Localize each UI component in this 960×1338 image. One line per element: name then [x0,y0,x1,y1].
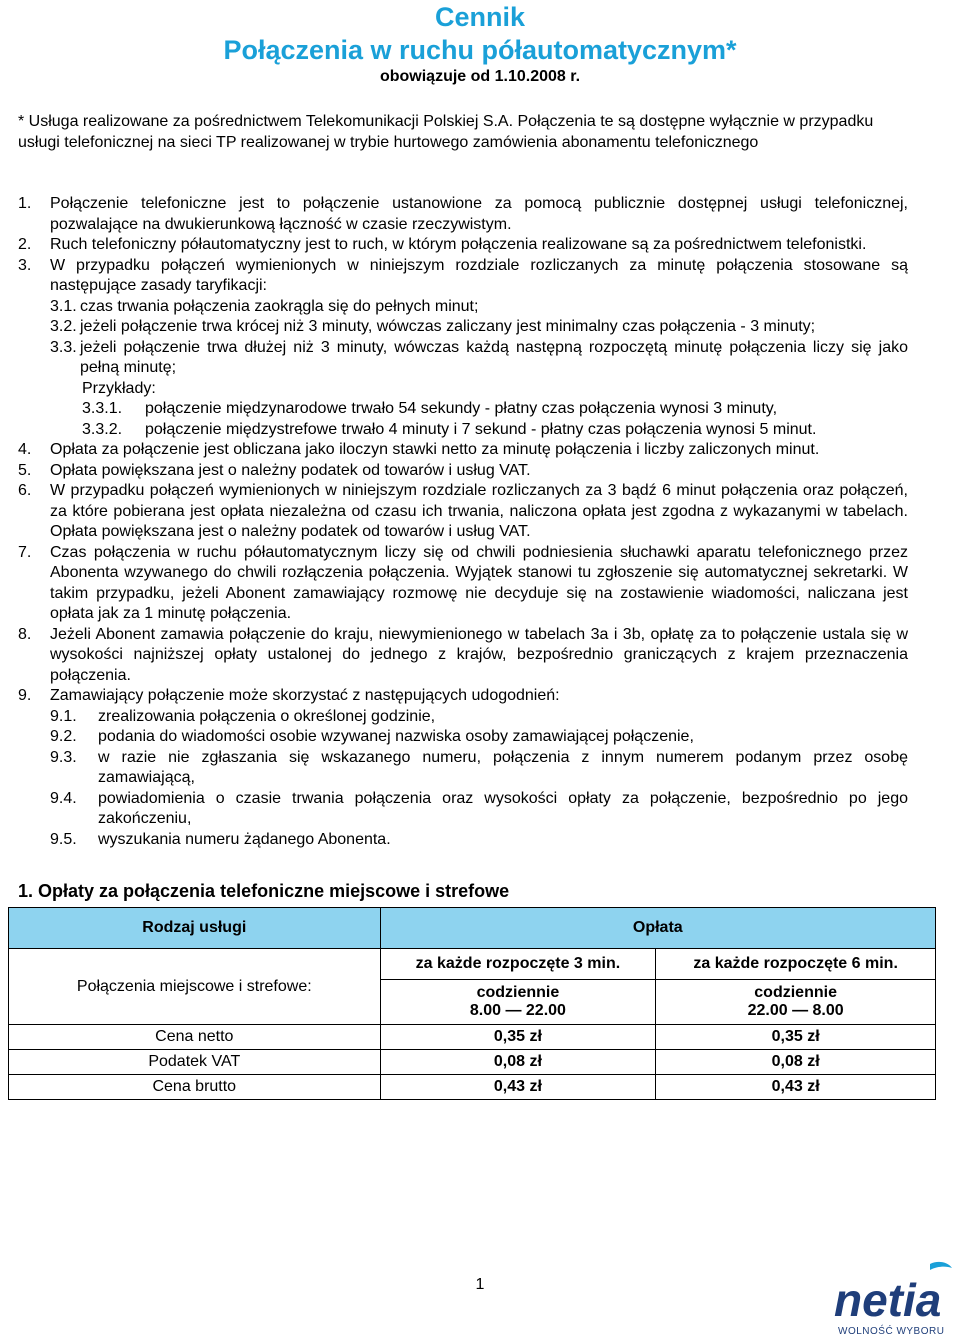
col-head-3min: za każde rozpoczęte 3 min. [380,949,656,980]
rule-subitem: 9.1. zrealizowania połączenia o określonej godzinie, [50,707,436,725]
table-cell-value: 0,08 zł [380,1050,656,1075]
rule-item: 1. Połączenie telefoniczne jest to połączenie ustanowione za pomocą publicznie dostępnej usługi telefonicznej, pozwalające na dwukierunkową łączność w czasie rzeczywistym. [18,195,908,233]
row-label-service: Połączenia miejscowe i strefowe: [9,949,381,1025]
table-row-label: Cena netto [9,1025,381,1050]
rule-item: 9. Zamawiający połączenie może skorzystać z następujących udogodnień: 9.1. zrealizowania połączenia o określonej godzinie, 9.2. podania do wiadomości osobie wzywanej nazwiska osoby zamawiającej połączenie, 9.3. w razie nie zgłaszania się wskazanego numeru, połączenia z innym numerem podanym przez osobę zamawiającą, 9.4. powiadomienia o czasie trwania połączenia oraz wysokości opłaty za połączenie, bezpośrednio po jego zakończeniu, 9.5. wyszukania numeru żądanego Abonenta. [18,686,908,850]
rule-subitem: 9.5. wyszukania numeru żądanego Abonenta. [50,830,391,848]
rule-subitem: 9.2. podania do wiadomości osobie wzywanej nazwiska osoby zamawiającej połączenie, [50,728,694,745]
section-heading: 1. Opłaty za połączenia telefoniczne miejscowe i strefowe [18,881,510,901]
table-cell-value: 0,43 zł [656,1075,936,1100]
example-item: 3.3.1. połączenie międzynarodowe trwało 54 sekundy - płatny czas połączenia wynosi 3 minuty, [82,400,778,417]
footnote: * Usługa realizowane za pośrednictwem Telekomunikacji Polskiej S.A. Połączenia te są dostępne wyłącznie w przypadku usługi telefonicznej na sieci TP realizowanej w trybie hurtowego zamówienia abonamentu telefonicznego [18,113,874,151]
table-cell-value: 0,08 zł [656,1050,936,1075]
rule-item: 3. W przypadku połączeń wymienionych w niniejszym rozdziale rozliczanych za minutę połączenia stosowane są następujące zasady taryfikacji: 3.1. czas trwania połączenia zaokrągla się do pełnych minut; 3.2. jeżeli połączenie trwa krócej niż 3 minuty, wówczas zaliczany jest minimalny czas połączenia - 3 minuty; 3.3. jeżeli połączenie trwa dłużej niż 3 minuty, wówczas każdą następną rozpoczętą minutę połączenia liczy się jako pełną minutę; Przykłady: 3.3.1. połączenie międzynarodowe trwało 54 sekundy - płatny czas połączenia wynosi 3 minuty, 3.3.2. połączenie międzystrefowe trwało 4 minuty i 7 sekund - płatny czas połączenia wynosi 5 minut. [18,256,908,441]
rule-subitem: 3.1. czas trwania połączenia zaokrągla się do pełnych minut; [50,297,479,315]
page-number: 1 [475,1276,485,1293]
example-item: 3.3.2. połączenie międzystrefowe trwało 4 minuty i 7 sekund - płatny czas połączenia wynosi 5 minut. [82,420,817,438]
rule-subitem: 9.4. powiadomienia o czasie trwania połączenia oraz wysokości opłaty za połączenie, bezpośrednio po jego zakończeniu, [50,789,908,827]
table-row-label: Podatek VAT [9,1050,381,1075]
rule-item: 6. W przypadku połączeń wymienionych w niniejszym rozdziale rozliczanych za 3 bądź 6 minut połączenia oraz połączeń, za które pobierana jest opłata niezależna od czasu ich trwania, naliczona opłata jest zgodna z wykazanymi w tabelach. Opłata powiększana jest o należny podatek od towarów i usług VAT. [18,482,908,540]
rule-subitem: 9.3. w razie nie zgłaszania się wskazanego numeru, połączenia z innym numerem podanym przez osobę zamawiającą, [50,748,908,786]
table-header-fee: Opłata [380,908,935,949]
table-cell-value: 0,35 zł [656,1025,936,1050]
examples-label: Przykłady: [82,379,156,397]
rule-item: 2. Ruch telefoniczny półautomatyczny jest to ruch, w którym połączenia realizowane są za pośrednictwem telefonistki. [18,236,867,253]
rule-subitem: 3.2. jeżeli połączenie trwa krócej niż 3 minuty, wówczas zaliczany jest minimalny czas połączenia - 3 minuty; [50,318,816,335]
svg-text:netia: netia [834,1274,942,1326]
rule-item: 8. Jeżeli Abonent zamawia połączenie do kraju, niewymienionego w tabelach 3a i 3b, opłatę za to połączenie ustala się w wysokości najniższej opłaty ustalonej do jednego z krajów, bezpośrednio graniczących z krajem przeznaczenia połączenia. [18,625,908,684]
table-cell-value: 0,43 zł [380,1075,656,1100]
netia-logo [830,1258,958,1338]
effective-date: obowiązuje od 1.10.2008 r. [379,68,581,85]
rules-list [18,194,908,850]
col-hours-day: codziennie 8.00 — 22.00 [380,980,656,1025]
rule-item: 5. Opłata powiększana jest o należny podatek od towarów i usług VAT. [18,461,531,479]
col-hours-night: codziennie 22.00 — 8.00 [656,980,936,1025]
rule-subitem: 3.3. jeżeli połączenie trwa dłużej niż 3 minuty, wówczas każdą następną rozpoczętą minutę połączenia liczy się jako pełną minutę; [50,338,908,376]
col-head-6min: za każde rozpoczęte 6 min. [656,949,936,980]
rule-item: 4. Opłata za połączenie jest obliczana jako iloczyn stawki netto za minutę połączenia i liczby zaliczonych minut. [18,441,820,458]
svg-text:WOLNOŚĆ WYBORU: WOLNOŚĆ WYBORU [838,1326,945,1337]
price-table [8,907,936,1100]
page-subtitle: Połączenia w ruchu półautomatycznym* [223,35,737,65]
rule-item: 7. Czas połączenia w ruchu półautomatycznym liczy się od chwili podniesienia słuchawki aparatu telefonicznego przez Abonenta wzywanego do chwili rozłączenia połączenia. Wyjątek stanowi tu zgłoszenie się automatycznej sekretarki. W takim przypadku, jeżeli Abonent zamawiający rozmowę nie decyduje się na zostawienie wiadomości, naliczana jest opłata jak za 1 minutę połączenia. [18,543,908,622]
table-row-label: Cena brutto [9,1075,381,1100]
table-cell-value: 0,35 zł [380,1025,656,1050]
page-title: Cennik [434,2,526,32]
table-header-service: Rodzaj usługi [9,908,381,949]
